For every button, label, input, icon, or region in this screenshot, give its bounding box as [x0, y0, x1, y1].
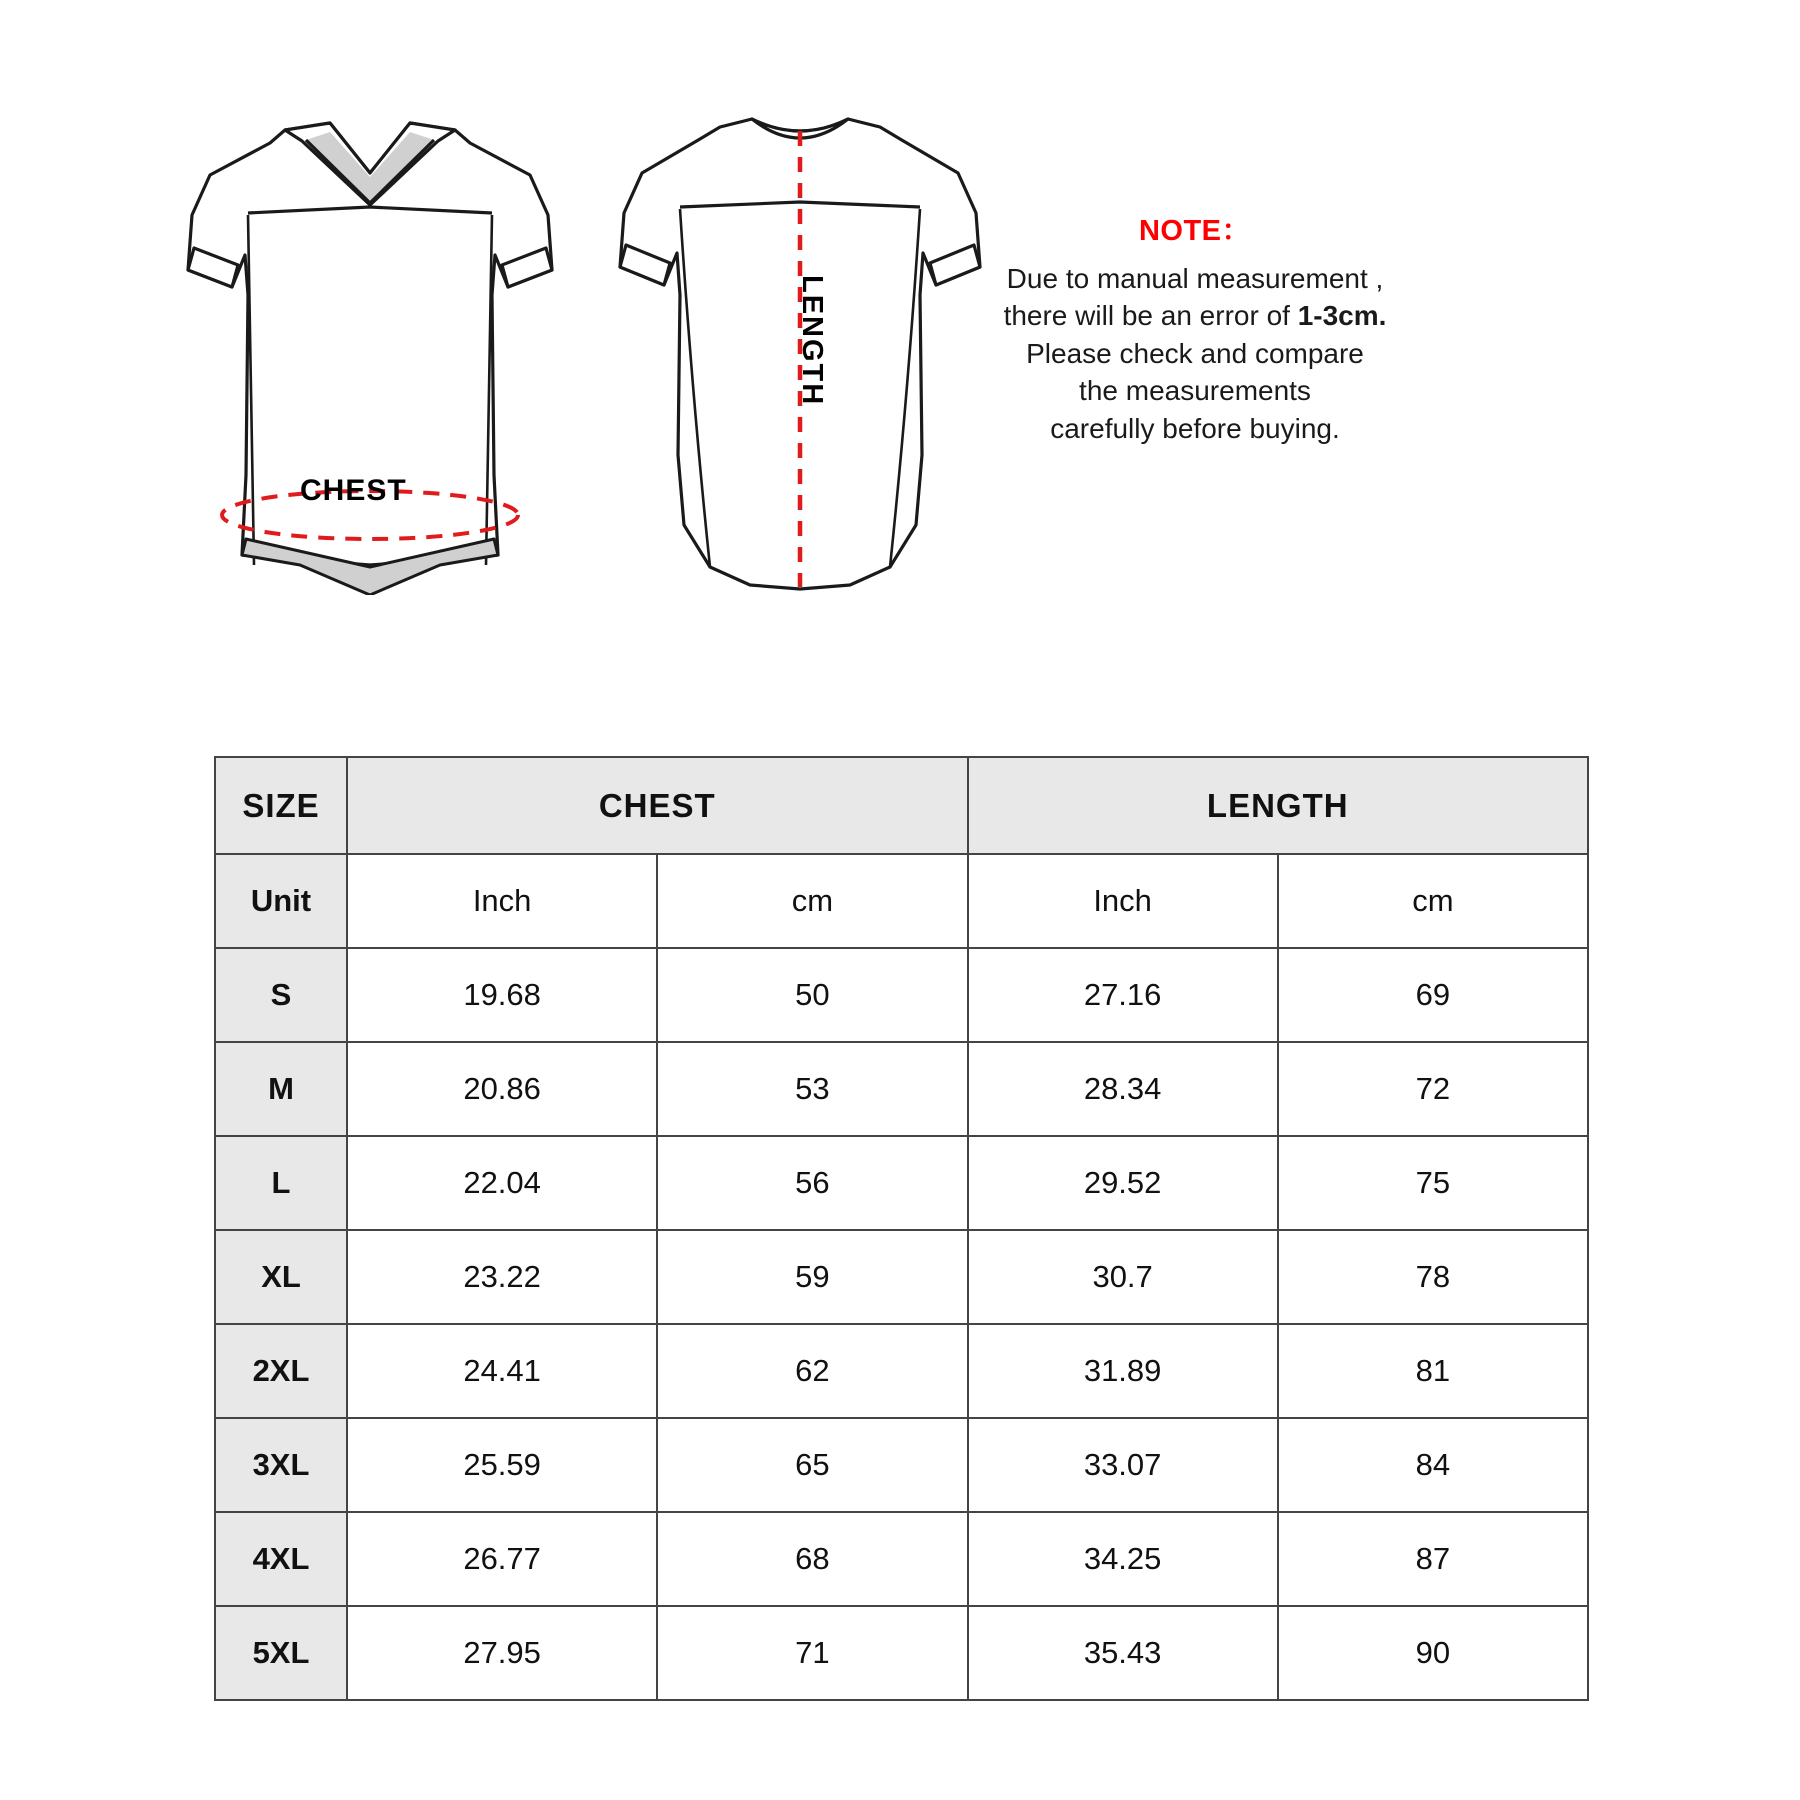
cell-size: S [215, 948, 347, 1042]
header-size: SIZE [215, 757, 347, 854]
cell-length-inch: 35.43 [968, 1606, 1278, 1700]
cell-length-inch: 27.16 [968, 948, 1278, 1042]
table-row [215, 1042, 1588, 1136]
cell-chest-inch: 27.95 [347, 1606, 657, 1700]
cell-size: L [215, 1136, 347, 1230]
shirt-front-illustration [170, 95, 570, 600]
cell-size: M [215, 1042, 347, 1136]
cell-size: 2XL [215, 1324, 347, 1418]
cell-chest-cm: 71 [657, 1606, 967, 1700]
table-row [215, 1136, 1588, 1230]
cell-chest-inch: 24.41 [347, 1324, 657, 1418]
cell-length-cm: 75 [1278, 1136, 1588, 1230]
note-line-3: Please check and compare [1026, 337, 1364, 369]
cell-size: 5XL [215, 1606, 347, 1700]
note-title: NOTE： [1138, 215, 1252, 247]
cell-length-inch: 30.7 [968, 1230, 1278, 1324]
table-group-header-row [215, 757, 1588, 854]
note-line-4: the measurements [1079, 375, 1311, 407]
cell-size: XL [215, 1230, 347, 1324]
cell-chest-cm: 56 [657, 1136, 967, 1230]
note-line-5: carefully before buying. [1050, 412, 1340, 444]
table-row-unit [215, 854, 1588, 948]
table-row [215, 948, 1588, 1042]
cell-length-inch: 29.52 [968, 1136, 1278, 1230]
cell-chest-inch: 19.68 [347, 948, 657, 1042]
shirt-front-svg [170, 95, 570, 595]
cell-unit-length-inch: Inch [968, 854, 1278, 948]
cell-chest-inch: 25.59 [347, 1418, 657, 1512]
cell-unit-label: Unit [215, 854, 347, 948]
cell-chest-inch: 26.77 [347, 1512, 657, 1606]
header-chest: CHEST [347, 757, 968, 854]
cell-length-cm: 87 [1278, 1512, 1588, 1606]
table-row [215, 1512, 1588, 1606]
garment-illustrations [0, 0, 1800, 640]
table-head [215, 757, 1588, 854]
cell-length-cm: 69 [1278, 948, 1588, 1042]
table-body [215, 854, 1588, 1700]
cell-chest-cm: 68 [657, 1512, 967, 1606]
cell-unit-chest-cm: cm [657, 854, 967, 948]
cell-length-cm: 81 [1278, 1324, 1588, 1418]
length-label: LENGTH [796, 275, 828, 407]
cell-chest-inch: 20.86 [347, 1042, 657, 1136]
cell-length-inch: 34.25 [968, 1512, 1278, 1606]
cell-length-cm: 78 [1278, 1230, 1588, 1324]
note-line-2 [980, 297, 1410, 335]
cell-length-cm: 90 [1278, 1606, 1588, 1700]
cell-chest-cm: 53 [657, 1042, 967, 1136]
cell-unit-length-cm: cm [1278, 854, 1588, 948]
cell-chest-cm: 65 [657, 1418, 967, 1512]
table-row [215, 1324, 1588, 1418]
note-line-1: Due to manual measurement , [1006, 262, 1384, 294]
header-length: LENGTH [968, 757, 1589, 854]
cell-length-cm: 72 [1278, 1042, 1588, 1136]
table-row [215, 1606, 1588, 1700]
cell-chest-inch: 22.04 [347, 1136, 657, 1230]
cell-chest-inch: 23.22 [347, 1230, 657, 1324]
cell-chest-cm: 59 [657, 1230, 967, 1324]
note-block [980, 212, 1410, 447]
cell-chest-cm: 50 [657, 948, 967, 1042]
table-row [215, 1418, 1588, 1512]
cell-length-inch: 33.07 [968, 1418, 1278, 1512]
chest-label: CHEST [300, 474, 407, 507]
table-row [215, 1230, 1588, 1324]
cell-size: 3XL [215, 1418, 347, 1512]
cell-length-inch: 28.34 [968, 1042, 1278, 1136]
cell-length-cm: 84 [1278, 1418, 1588, 1512]
cell-chest-cm: 62 [657, 1324, 967, 1418]
cell-size: 4XL [215, 1512, 347, 1606]
cell-length-inch: 31.89 [968, 1324, 1278, 1418]
note-error-value: 1-3cm. [1297, 300, 1387, 332]
cell-unit-chest-inch: Inch [347, 854, 657, 948]
size-chart-table [214, 756, 1589, 1701]
note-line-2-text: there will be an error of [1003, 300, 1298, 332]
